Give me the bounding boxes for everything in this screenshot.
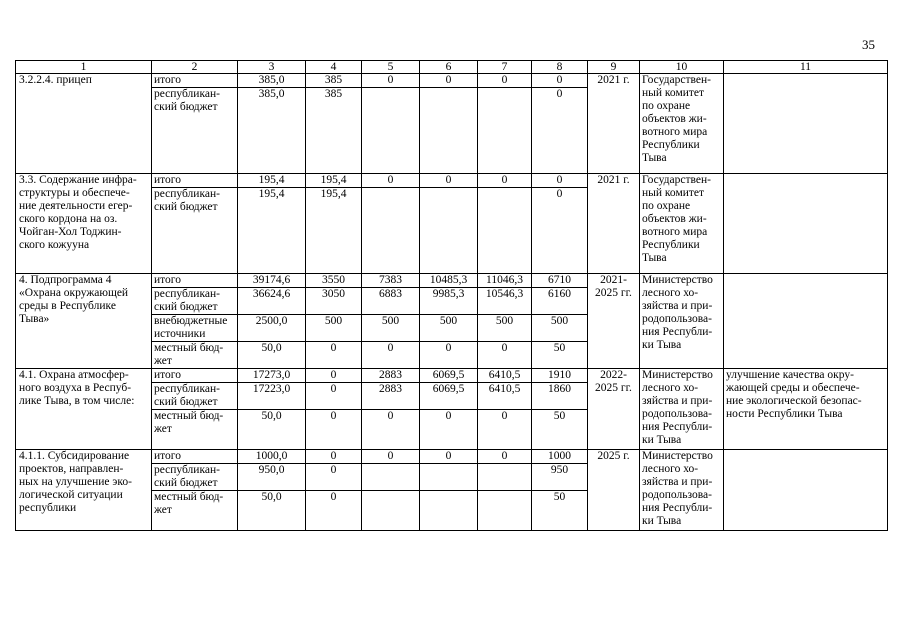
year-amount-y5: 50	[532, 491, 588, 531]
year-amount-y2: 0	[362, 342, 420, 369]
funding-source: республикан- ский бюджет	[152, 188, 238, 274]
activity-name: 4.1. Охрана атмосфер- ного воздуха в Респуб- лике Тыва, в том числе:	[16, 369, 152, 450]
activity-name: 4.1.1. Субсидирование проектов, направлен- ных на улучшение эко- логической ситуации республики	[16, 450, 152, 531]
year-amount-y1: 195,4	[306, 188, 362, 274]
year-amount-y3: 6069,5	[420, 383, 478, 410]
year-amount-y4	[478, 464, 532, 491]
year-amount-y4: 0	[478, 174, 532, 188]
funding-source: итого	[152, 274, 238, 288]
year-amount-y5: 0	[532, 74, 588, 88]
executor: Министерство лесного хо- зяйства и при- родопользова- ния Республи- ки Тыва	[640, 450, 724, 531]
year-amount-y2	[362, 491, 420, 531]
year-amount-y2	[362, 88, 420, 174]
year-amount-y2	[362, 188, 420, 274]
year-amount-y2: 500	[362, 315, 420, 342]
year-amount-y3: 0	[420, 450, 478, 464]
year-amount-y1: 0	[306, 491, 362, 531]
year-amount-y2	[362, 464, 420, 491]
year-amount-y5: 6160	[532, 288, 588, 315]
funding-source: итого	[152, 74, 238, 88]
year-amount-y3: 9985,3	[420, 288, 478, 315]
year-amount-y5: 1000	[532, 450, 588, 464]
period: 2025 г.	[588, 450, 640, 531]
column-number: 6	[420, 61, 478, 74]
expected-result	[724, 174, 888, 274]
period: 2021 г.	[588, 174, 640, 274]
year-amount-y3: 0	[420, 342, 478, 369]
column-number: 5	[362, 61, 420, 74]
year-amount-y5: 50	[532, 410, 588, 450]
activity-name: 3.2.2.4. прицеп	[16, 74, 152, 174]
expected-result	[724, 450, 888, 531]
year-amount-y4	[478, 188, 532, 274]
year-amount-y5: 0	[532, 174, 588, 188]
year-amount-y2: 0	[362, 174, 420, 188]
program-table	[15, 60, 888, 531]
period: 2021- 2025 гг.	[588, 274, 640, 369]
column-number: 8	[532, 61, 588, 74]
funding-source: республикан- ский бюджет	[152, 288, 238, 315]
year-amount-y5: 0	[532, 188, 588, 274]
year-amount-y1: 0	[306, 342, 362, 369]
year-amount-y3: 0	[420, 410, 478, 450]
column-number: 4	[306, 61, 362, 74]
funding-source: местный бюд- жет	[152, 342, 238, 369]
executor: Министерство лесного хо- зяйства и при- родопользова- ния Республи- ки Тыва	[640, 274, 724, 369]
column-number: 2	[152, 61, 238, 74]
year-amount-y1: 385	[306, 74, 362, 88]
funding-source: местный бюд- жет	[152, 410, 238, 450]
total-amount: 195,4	[238, 174, 306, 188]
year-amount-y1: 3550	[306, 274, 362, 288]
column-number: 7	[478, 61, 532, 74]
year-amount-y3: 10485,3	[420, 274, 478, 288]
year-amount-y5: 950	[532, 464, 588, 491]
year-amount-y1: 195,4	[306, 174, 362, 188]
table-row	[16, 450, 888, 464]
year-amount-y2: 0	[362, 410, 420, 450]
table-body	[16, 61, 888, 531]
total-amount: 195,4	[238, 188, 306, 274]
year-amount-y3	[420, 491, 478, 531]
period: 2022- 2025 гг.	[588, 369, 640, 450]
total-amount: 36624,6	[238, 288, 306, 315]
total-amount: 2500,0	[238, 315, 306, 342]
year-amount-y2: 7383	[362, 274, 420, 288]
year-amount-y3	[420, 464, 478, 491]
year-amount-y4: 10546,3	[478, 288, 532, 315]
year-amount-y5: 1910	[532, 369, 588, 383]
total-amount: 385,0	[238, 74, 306, 88]
period: 2021 г.	[588, 74, 640, 174]
activity-name: 3.3. Содержание инфра- структуры и обеспече- ние деятельности егер- ского кордона на оз. Чойган-Хол Тоджин- ского кожууна	[16, 174, 152, 274]
year-amount-y3: 0	[420, 74, 478, 88]
total-amount: 39174,6	[238, 274, 306, 288]
table-row	[16, 369, 888, 383]
total-amount: 17223,0	[238, 383, 306, 410]
expected-result	[724, 74, 888, 174]
page-number: 35	[862, 37, 875, 52]
total-amount: 1000,0	[238, 450, 306, 464]
total-amount: 17273,0	[238, 369, 306, 383]
funding-source: итого	[152, 450, 238, 464]
total-amount: 50,0	[238, 491, 306, 531]
funding-source: местный бюд- жет	[152, 491, 238, 531]
table-row	[16, 74, 888, 88]
year-amount-y2: 2883	[362, 383, 420, 410]
year-amount-y4	[478, 88, 532, 174]
year-amount-y1: 0	[306, 410, 362, 450]
total-amount: 950,0	[238, 464, 306, 491]
year-amount-y2: 0	[362, 74, 420, 88]
column-number: 3	[238, 61, 306, 74]
funding-source: внебюджетные источники	[152, 315, 238, 342]
column-number: 10	[640, 61, 724, 74]
total-amount: 50,0	[238, 342, 306, 369]
column-number: 11	[724, 61, 888, 74]
year-amount-y4: 11046,3	[478, 274, 532, 288]
total-amount: 50,0	[238, 410, 306, 450]
year-amount-y1: 385	[306, 88, 362, 174]
year-amount-y2: 2883	[362, 369, 420, 383]
year-amount-y2: 0	[362, 450, 420, 464]
total-amount: 385,0	[238, 88, 306, 174]
year-amount-y4: 0	[478, 450, 532, 464]
year-amount-y1: 0	[306, 450, 362, 464]
year-amount-y5: 0	[532, 88, 588, 174]
executor: Государствен- ный комитет по охране объектов жи- вотного мира Республики Тыва	[640, 74, 724, 174]
year-amount-y5: 500	[532, 315, 588, 342]
column-number: 9	[588, 61, 640, 74]
year-amount-y3	[420, 88, 478, 174]
expected-result	[724, 274, 888, 369]
year-amount-y3: 0	[420, 174, 478, 188]
executor: Министерство лесного хо- зяйства и при- родопользова- ния Республи- ки Тыва	[640, 369, 724, 450]
year-amount-y1: 0	[306, 369, 362, 383]
year-amount-y4: 0	[478, 342, 532, 369]
year-amount-y4: 6410,5	[478, 369, 532, 383]
column-number-row	[16, 61, 888, 74]
year-amount-y1: 500	[306, 315, 362, 342]
year-amount-y3: 500	[420, 315, 478, 342]
table-row	[16, 274, 888, 288]
funding-source: республикан- ский бюджет	[152, 383, 238, 410]
activity-name: 4. Подпрограмма 4 «Охрана окружающей среды в Республике Тыва»	[16, 274, 152, 369]
year-amount-y5: 1860	[532, 383, 588, 410]
column-number: 1	[16, 61, 152, 74]
year-amount-y4: 6410,5	[478, 383, 532, 410]
funding-source: итого	[152, 369, 238, 383]
year-amount-y5: 50	[532, 342, 588, 369]
funding-source: итого	[152, 174, 238, 188]
funding-source: республикан- ский бюджет	[152, 464, 238, 491]
year-amount-y3	[420, 188, 478, 274]
year-amount-y1: 3050	[306, 288, 362, 315]
year-amount-y4: 0	[478, 74, 532, 88]
funding-source: республикан- ский бюджет	[152, 88, 238, 174]
year-amount-y2: 6883	[362, 288, 420, 315]
year-amount-y1: 0	[306, 383, 362, 410]
year-amount-y4: 500	[478, 315, 532, 342]
expected-result: улучшение качества окру- жающей среды и обеспече- ние экологической безопас- ности Республики Тыва	[724, 369, 888, 450]
year-amount-y5: 6710	[532, 274, 588, 288]
year-amount-y1: 0	[306, 464, 362, 491]
executor: Государствен- ный комитет по охране объектов жи- вотного мира Республики Тыва	[640, 174, 724, 274]
table-row	[16, 174, 888, 188]
year-amount-y3: 6069,5	[420, 369, 478, 383]
year-amount-y4: 0	[478, 410, 532, 450]
year-amount-y4	[478, 491, 532, 531]
